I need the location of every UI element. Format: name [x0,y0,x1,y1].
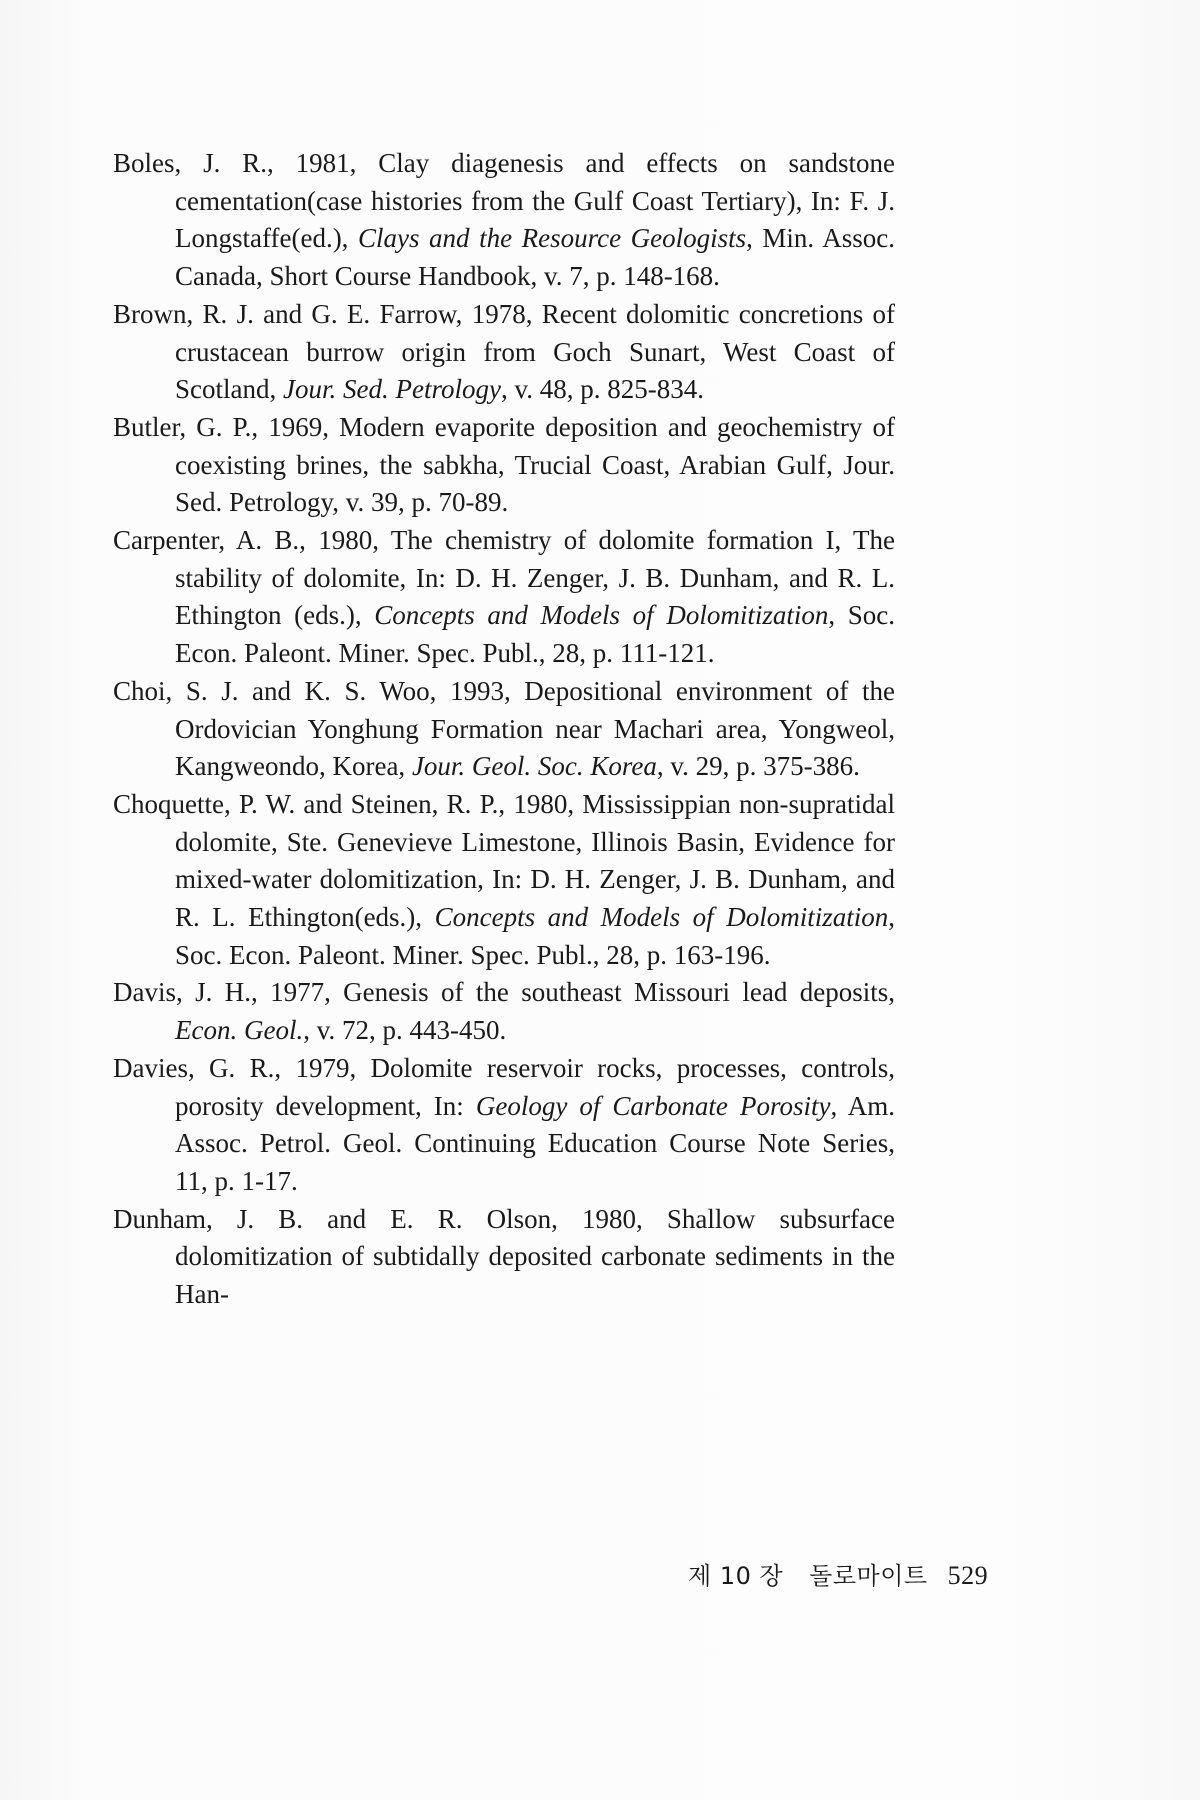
reference-text: , Soc. Econ. Paleont. Miner. Spec. Publ., 28, p. 111-121. [175,600,895,669]
reference-text: Davies, G. R., 1979, Dolomite reservoir rocks, processes, controls, porosity development, In: [113,1052,895,1121]
reference-italic-title: Econ. Geol. [175,1015,304,1046]
reference-entry [113,1201,895,1314]
reference-text: , Soc. Econ. Paleont. Miner. Spec. Publ., 28, p. 163-196. [175,902,895,970]
reference-text: Boles, J. R., 1981, Clay diagenesis and effects on sandstone cementation(case histories from the Gulf Coast Tertiary), In: F. J. Longstaffe(ed.), [113,148,895,254]
reference-text: , v. 29, p. 375-386. [656,751,860,782]
reference-entry [113,145,895,296]
reference-entry [113,409,895,522]
page-number: 529 [947,1561,989,1590]
reference-text: , v. 72, p. 443-450. [303,1015,507,1046]
reference-italic-title: Jour. Sed. Petrology [283,374,501,405]
reference-text: Dunham, J. B. and E. R. Olson, 1980, Shallow subsurface dolomitization of subtidally deposited carbonate sediments in the Han- [113,1203,895,1310]
reference-entry [113,786,895,975]
chapter-title: 돌로마이트 [809,1562,928,1590]
reference-italic-title: Geology of Carbonate Porosity [475,1090,831,1121]
chapter-label: 제 10 장 [688,1562,784,1590]
reference-italic-title: Clays and the Resource Geologists [357,223,747,254]
reference-entry [113,1050,895,1201]
reference-text: Davis, J. H., 1977, Genesis of the southeast Missouri lead deposits, [113,977,895,1008]
reference-text: Brown, R. J. and G. E. Farrow, 1978, Recent dolomitic concretions of crustacean burrow origin from Goch Sunart, West Coast of Scotland, [113,298,895,405]
reference-text: Choquette, P. W. and Steinen, R. P., 1980, Mississippian non-supratidal dolomite, Ste. Genevieve Limestone, Illinois Basin, Evidence for mixed-water dolomitization, In: D. H. Zenger, J. B. Dunham, and R. L. Ethington(eds.), [113,788,895,933]
reference-entry [113,296,895,409]
reference-text: Choi, S. J. and K. S. Woo, 1993, Depositional environment of the Ordovician Yonghung Formation near Machari area, Yongweol, Kangweondo, Korea, [113,675,895,782]
reference-entry [113,522,895,673]
reference-text: , Am. Assoc. Petrol. Geol. Continuing Education Course Note Series, 11, p. 1-17. [175,1090,896,1196]
reference-italic-title: Jour. Geol. Soc. Korea [411,751,657,782]
reference-text: Carpenter, A. B., 1980, The chemistry of dolomite formation I, The stability of dolomite, In: D. H. Zenger, J. B. Dunham, and R. L. Ethington (eds.), [113,525,895,631]
reference-text: , v. 48, p. 825-834. [500,374,704,405]
reference-italic-title: Concepts and Models of Dolomitization [374,600,829,631]
reference-entry [113,974,895,1049]
reference-text: Butler, G. P., 1969, Modern evaporite deposition and geochemistry of coexisting brines, the sabkha, Trucial Coast, Arabian Gulf, Jour. Sed. Petrology, v. 39, p. 70-89. [113,411,895,518]
reference-entry [113,673,895,786]
page-footer [688,1556,988,1591]
reference-list [113,145,895,1314]
reference-italic-title: Concepts and Models of Dolomitization [434,902,889,933]
reference-text: , Min. Assoc. Canada, Short Course Handbook, v. 7, p. 148-168. [175,223,895,292]
